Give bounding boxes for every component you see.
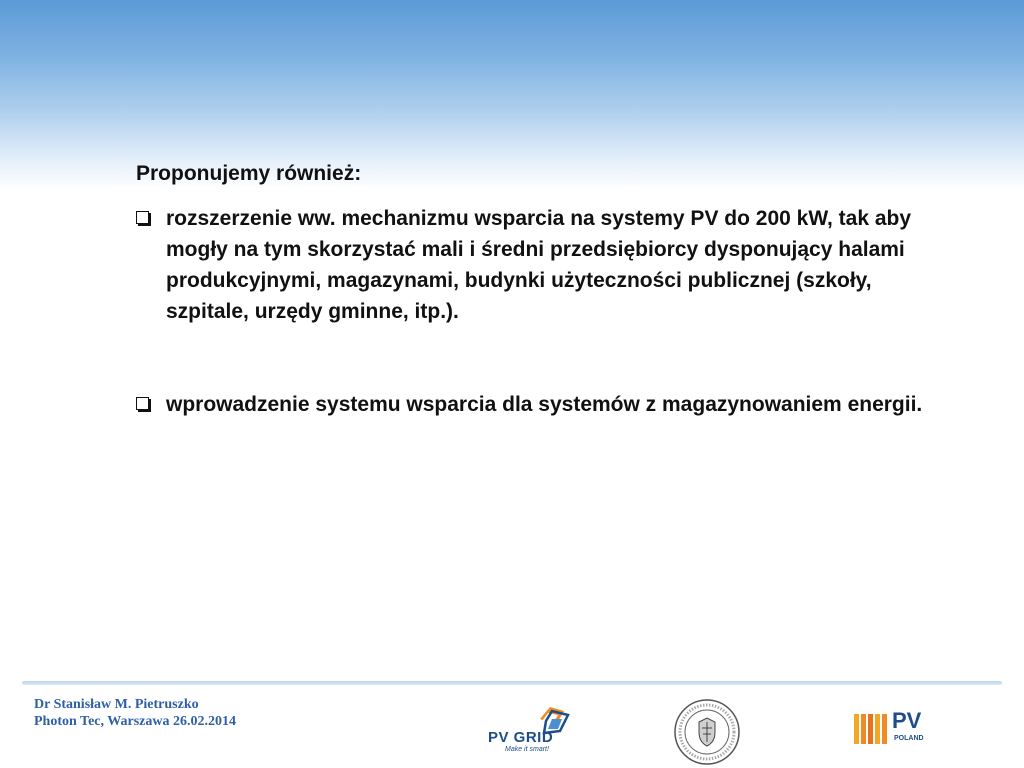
slide-content (136, 158, 956, 420)
university-seal-logo (673, 698, 741, 766)
checkbox-bullet-icon (136, 211, 149, 224)
checkbox-bullet-icon (136, 397, 149, 410)
slide-heading: Proponujemy również: (136, 162, 362, 185)
author-name: Dr Stanisław M. Pietruszko (34, 697, 199, 712)
pv-poland-sunburst-icon (854, 712, 888, 746)
pv-grid-tagline: Make it smart! (505, 746, 549, 753)
footer-divider (22, 681, 1002, 685)
bullet-text: wprowadzenie systemu wsparcia dla systemów z magazynowaniem energii. (166, 393, 923, 416)
pv-grid-name: PV GRID (488, 729, 554, 746)
pv-poland-name: PV (892, 708, 922, 733)
event-info: Photon Tec, Warszawa 26.02.2014 (34, 714, 236, 729)
pv-grid-logo (484, 703, 574, 759)
bullet-item (136, 389, 956, 420)
bullet-item (136, 203, 956, 327)
footer-author-block (34, 696, 236, 730)
pv-poland-subtitle: POLAND (894, 735, 924, 742)
pv-poland-logo (854, 708, 934, 752)
bullet-text: rozszerzenie ww. mechanizmu wsparcia na systemy PV do 200 kW, tak aby mogły na tym skorzystać mali i średni przedsiębiorcy dysponujący halami produkcyjnymi, magazynami, budynki użyteczności publicznej (szkoły, szpitale, urzędy gminne, itp.). (166, 207, 912, 323)
